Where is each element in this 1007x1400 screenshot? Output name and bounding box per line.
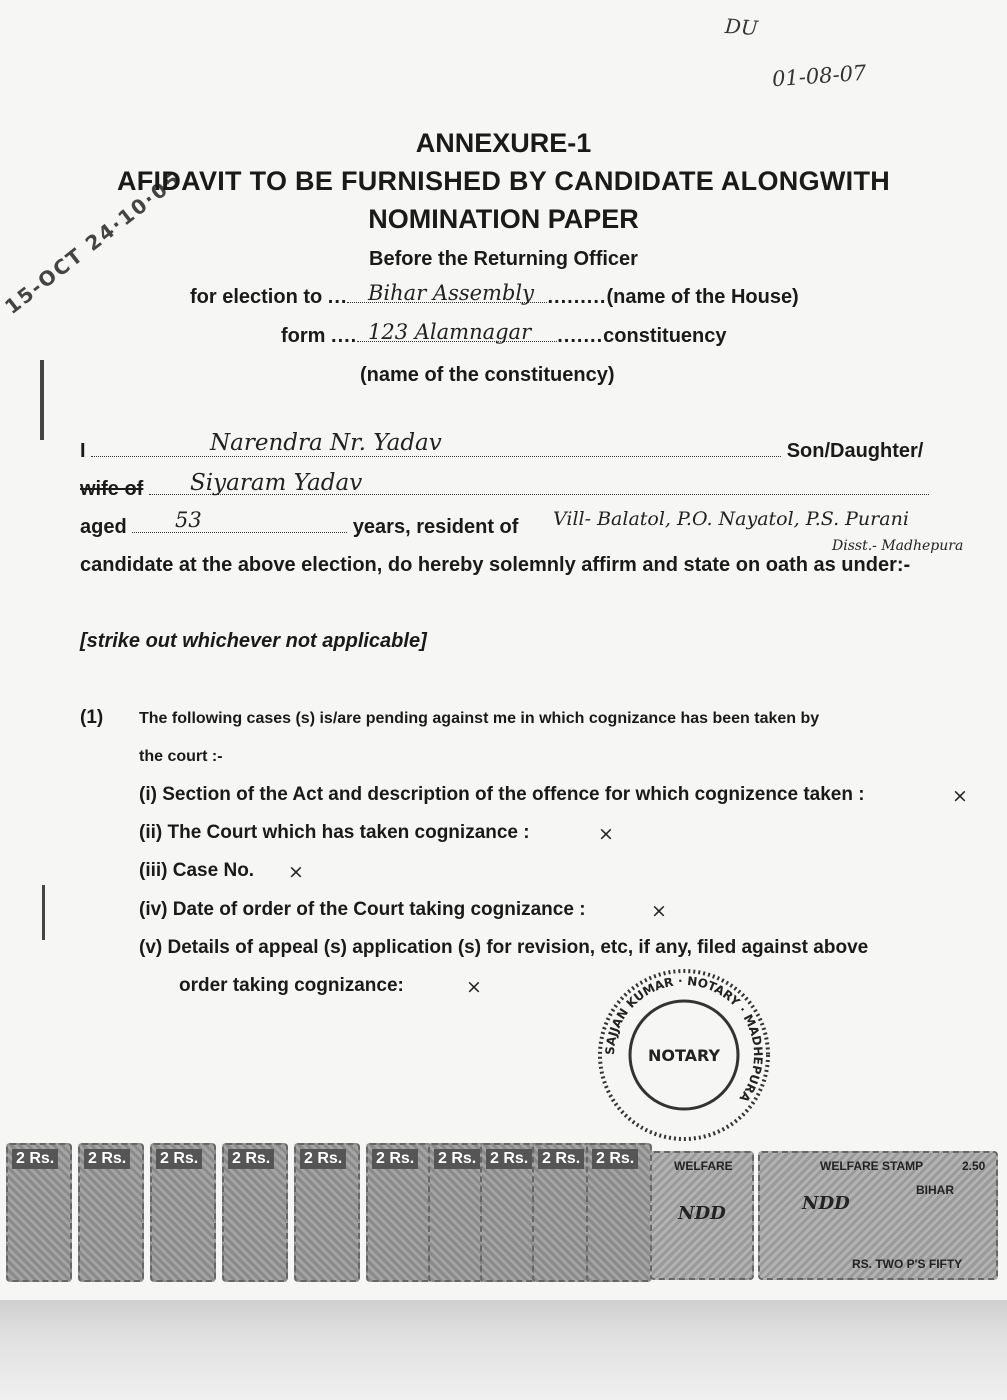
corner-handwritten-note: DU bbox=[724, 13, 759, 41]
section-number: (1) bbox=[80, 707, 104, 728]
case-item: (v) Details of appeal (s) application (s) for revision, etc, if any, filed against above bbox=[139, 937, 869, 958]
revenue-stamp: 2 Rs. bbox=[480, 1143, 546, 1282]
affidavit-title: AFIDAVIT TO BE FURNISHED BY CANDIDATE ALONGWITH bbox=[116, 166, 891, 196]
wife-of-line: wife of bbox=[80, 478, 929, 501]
revenue-stamp: 2 Rs. bbox=[294, 1143, 360, 1282]
svg-text:SAJJAN KUMAR · NOTARY · MADHEP bbox=[603, 974, 765, 1105]
handwritten-date: 01-08-07 bbox=[771, 60, 868, 92]
seal-ring-text: SAJJAN KUMAR · NOTARY · MADHEPURA bbox=[602, 973, 766, 1105]
annexure-title: ANNEXURE-1 bbox=[415, 128, 592, 158]
received-date-stamp: 15-OCT 24·10·05 bbox=[0, 166, 186, 319]
affidavit-title-2: NOMINATION PAPER bbox=[368, 204, 639, 234]
section-intro-2: the court :- bbox=[139, 748, 223, 765]
not-applicable-mark: × bbox=[651, 900, 667, 922]
oath-line: candidate at the above election, do hereby solemnly affirm and state on oath as under:- bbox=[80, 554, 911, 576]
house-name-handwritten: Bihar Assembly bbox=[368, 281, 534, 305]
not-applicable-mark: × bbox=[466, 976, 482, 998]
constituency-handwritten: 123 Alamnagar bbox=[368, 320, 532, 344]
page-bottom-edge bbox=[0, 1300, 1007, 1400]
welfare-stamp: WELFARE NDD bbox=[650, 1151, 754, 1280]
revenue-stamp: 2 Rs. bbox=[222, 1143, 288, 1282]
revenue-stamp: 2 Rs. bbox=[532, 1143, 598, 1282]
case-item: (i) Section of the Act and description of the offence for which cognizence taken : bbox=[139, 784, 865, 805]
case-item: (ii) The Court which has taken cognizance : bbox=[139, 822, 530, 843]
case-item: (iv) Date of order of the Court taking cognizance : bbox=[139, 899, 586, 920]
election-house-line: for election to ... .........(name of the House) bbox=[190, 286, 799, 308]
welfare-stamp-large: WELFARE STAMP 2.50 BIHAR NDD RS. TWO P'S FIFTY bbox=[758, 1151, 998, 1280]
case-item: order taking cognizance: bbox=[179, 975, 404, 996]
initials-signature: NDD bbox=[802, 1193, 850, 1214]
district-handwritten: Disst.- Madhepura bbox=[832, 538, 964, 554]
revenue-stamp: 2 Rs. bbox=[6, 1143, 72, 1282]
revenue-stamp: 2 Rs. bbox=[586, 1143, 652, 1282]
revenue-stamp: 2 Rs. bbox=[366, 1143, 432, 1282]
revenue-stamp: 2 Rs. bbox=[150, 1143, 216, 1282]
not-applicable-mark: × bbox=[288, 861, 304, 883]
returning-officer-line: Before the Returning Officer bbox=[369, 248, 638, 270]
revenue-stamp: 2 Rs. bbox=[78, 1143, 144, 1282]
address-handwritten: Vill- Balatol, P.O. Nayatol, P.S. Purani bbox=[553, 508, 909, 530]
section-intro: The following cases (s) is/are pending against me in which cognizance has been taken by bbox=[139, 710, 820, 727]
notary-seal bbox=[596, 967, 772, 1143]
declarant-name-handwritten: Narendra Nr. Yadav bbox=[210, 430, 442, 456]
case-item: (iii) Case No. bbox=[139, 860, 255, 881]
father-name-handwritten: Siyaram Yadav bbox=[190, 470, 363, 496]
age-handwritten: 53 bbox=[175, 508, 202, 532]
revenue-stamp: 2 Rs. bbox=[428, 1143, 494, 1282]
revenue-stamps bbox=[6, 1143, 996, 1303]
margin-bracket bbox=[40, 360, 44, 440]
constituency-note: (name of the constituency) bbox=[360, 364, 615, 386]
declarant-line: I Son/Daughter/ bbox=[80, 440, 924, 462]
age-residence-line: aged years, resident of bbox=[80, 516, 519, 538]
margin-bracket bbox=[42, 885, 45, 940]
strike-out-instruction: [strike out whichever not applicable] bbox=[80, 630, 427, 652]
not-applicable-mark: × bbox=[952, 785, 968, 807]
seal-center-text: NOTARY bbox=[647, 1046, 721, 1065]
initials-signature: NDD bbox=[678, 1203, 726, 1224]
not-applicable-mark: × bbox=[598, 823, 614, 845]
constituency-line: form .... .......constituency bbox=[281, 325, 727, 347]
